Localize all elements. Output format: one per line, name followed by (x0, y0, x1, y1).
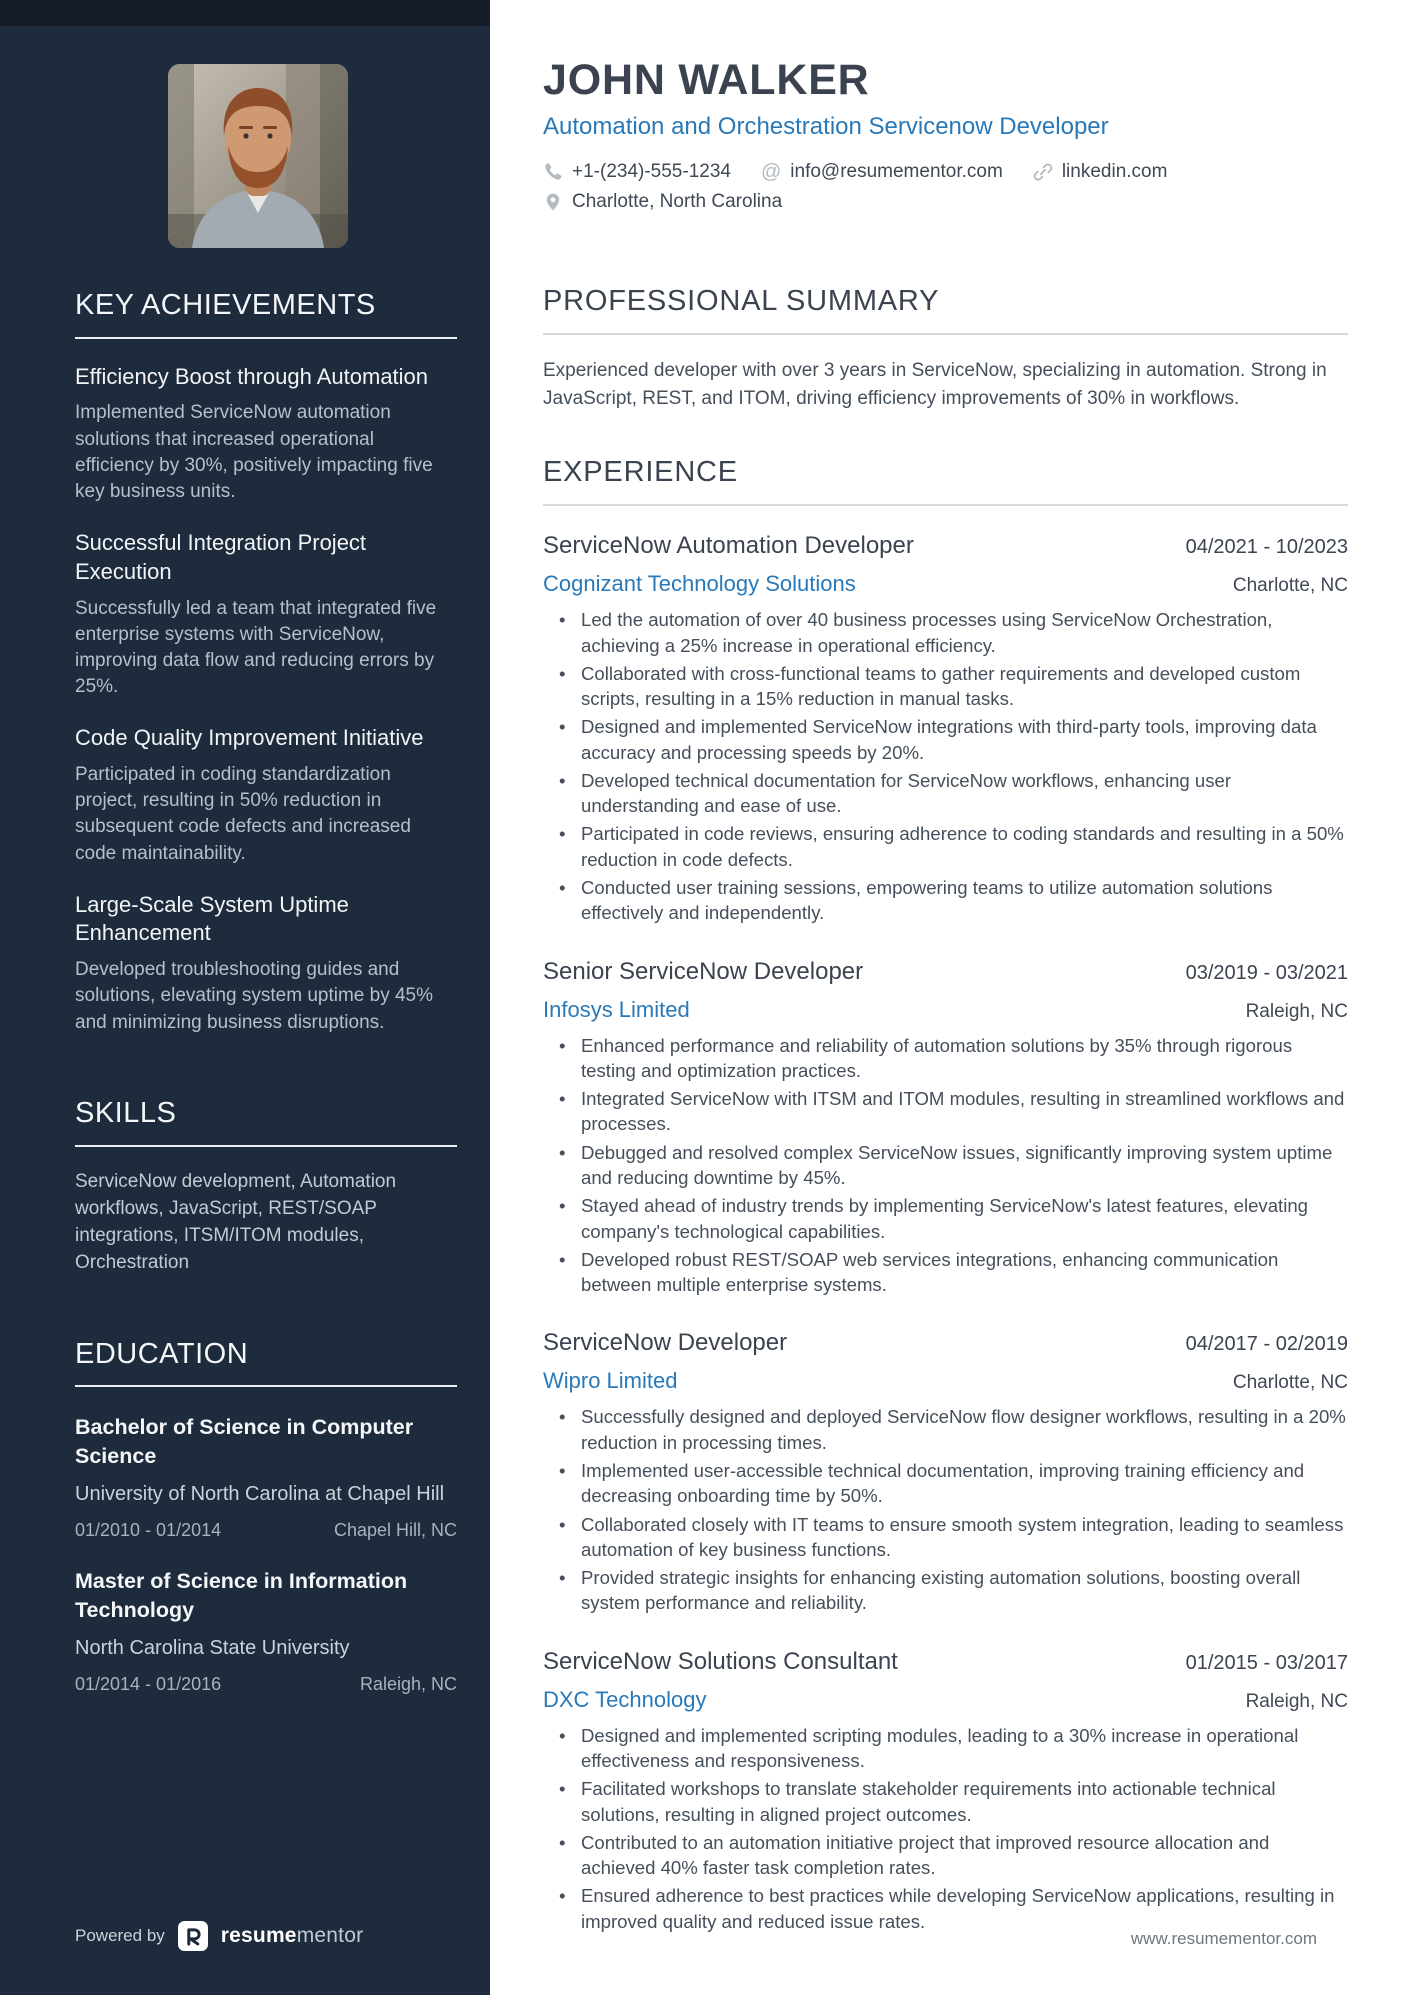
job-dates: 03/2019 - 03/2021 (1185, 961, 1348, 984)
degree-title: Bachelor of Science in Computer Science (75, 1415, 414, 1469)
job-location: Raleigh, NC (1245, 1000, 1348, 1022)
job-bullet-list (543, 1723, 1348, 1934)
job-bullet-list (543, 1404, 1348, 1615)
experience-entry (543, 532, 1348, 925)
brand-bold: resume (220, 1924, 297, 1947)
job-title: Senior ServiceNow Developer (543, 957, 864, 985)
company-name: Infosys Limited (543, 996, 690, 1022)
degree-title: Master of Science in Information Technology (75, 1569, 408, 1623)
achievement-item (75, 363, 457, 505)
company-name: Wipro Limited (543, 1368, 678, 1394)
achievement-title: Efficiency Boost through Automation (75, 363, 429, 389)
school-name: North Carolina State University (75, 1637, 350, 1660)
candidate-name: JOHN WALKER (543, 56, 870, 104)
education-section (75, 1339, 457, 1696)
link-icon (1033, 162, 1053, 182)
education-item (75, 1567, 457, 1695)
achievement-description: Successfully led a team that integrated five enterprise systems with ServiceNow, improving data flow and reducing errors by 25%. (75, 597, 437, 698)
achievement-item (75, 891, 457, 1036)
job-bullet: • Participated in code reviews, ensuring adherence to coding standards and resulting in a 50% reduction in code defects. (543, 821, 1348, 872)
job-bullet: • Designed and implemented ServiceNow integrations with third-party tools, improving data accuracy and processing speeds by 20%. (543, 714, 1348, 765)
phone-number: +1-(234)-555-1234 (572, 161, 731, 183)
pin-icon (543, 192, 563, 212)
job-location: Charlotte, NC (1232, 575, 1348, 597)
experience-entry (543, 958, 1348, 1298)
skills-list: ServiceNow development, Automation workflows, JavaScript, REST/SOAP integrations, ITSM/ITOM modules, Orchestration (75, 1170, 397, 1273)
professional-summary-heading: PROFESSIONAL SUMMARY (543, 285, 940, 318)
candidate-title: Automation and Orchestration Servicenow Developer (543, 113, 1109, 141)
experience-section (543, 456, 1348, 1934)
achievement-description: Developed troubleshooting guides and solutions, elevating system uptime by 45% and minimizing business disruptions. (75, 959, 434, 1033)
experience-entry (543, 1648, 1348, 1934)
achievement-title: Large-Scale System Uptime Enhancement (75, 891, 349, 946)
job-bullet-list (543, 607, 1348, 925)
education-item (75, 1413, 457, 1541)
key-achievements-heading: KEY ACHIEVEMENTS (75, 289, 376, 321)
divider (75, 337, 457, 339)
education-heading: EDUCATION (75, 1337, 249, 1370)
experience-entry (543, 1329, 1348, 1615)
website-contact[interactable] (1033, 161, 1168, 183)
experience-heading: EXPERIENCE (543, 456, 738, 489)
company-name: Cognizant Technology Solutions (543, 571, 856, 597)
brand-light: mentor (296, 1924, 364, 1947)
job-bullet: • Conducted user training sessions, empowering teams to utilize automation solutions effectively and independently. (543, 875, 1348, 926)
achievement-item (75, 724, 457, 866)
sidebar-footer (75, 1921, 363, 1951)
job-bullet-list (543, 1033, 1348, 1298)
at-icon: @ (760, 161, 782, 184)
job-bullet: • Developed robust REST/SOAP web services integrations, enhancing communication between multiple enterprise systems. (543, 1247, 1348, 1298)
phone-contact (543, 161, 731, 183)
divider (543, 504, 1348, 506)
job-dates: 04/2021 - 10/2023 (1185, 536, 1348, 559)
achievement-title: Code Quality Improvement Initiative (75, 725, 424, 751)
powered-by-label: Powered by (75, 1926, 165, 1945)
education-location: Chapel Hill, NC (333, 1520, 457, 1541)
achievement-description: Participated in coding standardization project, resulting in 50% reduction in subsequent code defects and increased code maintainability. (75, 764, 411, 864)
website-url[interactable]: linkedin.com (1061, 161, 1168, 183)
site-url[interactable]: www.resumementor.com (1130, 1929, 1317, 1948)
sidebar-top-strip (0, 0, 490, 26)
contact-info (543, 161, 1348, 213)
email-contact[interactable] (761, 161, 1003, 183)
phone-icon (543, 162, 563, 182)
job-bullet: • Collaborated closely with IT teams to ensure smooth system integration, leading to seamless automation of key business functions. (543, 1512, 1348, 1563)
job-bullet: • Implemented user-accessible technical documentation, improving training efficiency and decreasing onboarding time by 50%. (543, 1458, 1348, 1509)
divider (75, 1385, 457, 1387)
profile-photo-illustration (168, 64, 348, 248)
location-text: Charlotte, North Carolina (572, 191, 783, 213)
job-location: Raleigh, NC (1245, 1690, 1348, 1712)
education-location: Raleigh, NC (359, 1674, 457, 1695)
professional-summary-section (543, 285, 1348, 412)
education-dates: 01/2010 - 01/2014 (75, 1520, 222, 1541)
job-location: Charlotte, NC (1232, 1372, 1348, 1394)
job-bullet: • Designed and implemented scripting modules, leading to a 30% increase in operational effectiveness and responsiveness. (543, 1723, 1348, 1774)
divider (543, 333, 1348, 335)
job-bullet: • Led the automation of over 40 business processes using ServiceNow Orchestration, achieving a 25% increase in operational efficiency. (543, 607, 1348, 658)
resumementor-logo-icon (178, 1921, 208, 1951)
sidebar (0, 0, 490, 1995)
resumementor-wordmark (221, 1924, 363, 1948)
divider (75, 1145, 457, 1147)
job-bullet: • Integrated ServiceNow with ITSM and ITOM modules, resulting in streamlined workflows and processes. (543, 1086, 1348, 1137)
achievement-item (75, 529, 457, 700)
job-bullet: • Ensured adherence to best practices while developing ServiceNow applications, resulting in improved quality and reduced issue rates. (543, 1883, 1348, 1934)
job-bullet: • Facilitated workshops to translate stakeholder requirements into actionable technical solutions, resulting in aligned project outcomes. (543, 1776, 1348, 1827)
skills-section (75, 1098, 457, 1277)
job-dates: 04/2017 - 02/2019 (1185, 1333, 1348, 1356)
job-bullet: • Collaborated with cross-functional teams to gather requirements and developed custom scripts, resulting in a 15% reduction in manual tasks. (543, 661, 1348, 712)
summary-text: Experienced developer with over 3 years in ServiceNow, specializing in automation. Strong in JavaScript, REST, and ITOM, driving efficiency improvements of 30% in workflows. (543, 360, 1327, 409)
job-bullet: • Stayed ahead of industry trends by implementing ServiceNow's latest features, elevating company's technological capabilities. (543, 1193, 1348, 1244)
job-title: ServiceNow Solutions Consultant (543, 1647, 898, 1675)
job-dates: 01/2015 - 03/2017 (1185, 1651, 1348, 1674)
job-bullet: • Successfully designed and deployed ServiceNow flow designer workflows, resulting in a 20% reduction in processing times. (543, 1404, 1348, 1455)
email-address[interactable]: info@resumementor.com (790, 161, 1003, 183)
skills-heading: SKILLS (75, 1096, 177, 1129)
company-name: DXC Technology (543, 1686, 707, 1712)
profile-photo (168, 64, 348, 248)
job-title: ServiceNow Developer (543, 1329, 788, 1357)
achievement-title: Successful Integration Project Execution (75, 530, 367, 584)
job-bullet: • Enhanced performance and reliability of automation solutions by 35% through rigorous testing and optimization practices. (543, 1033, 1348, 1084)
achievement-description: Implemented ServiceNow automation solutions that increased operational efficiency by 30%, positively impacting five key business units. (75, 402, 433, 503)
main-column (490, 0, 1410, 1995)
school-name: University of North Carolina at Chapel Hill (75, 1483, 445, 1506)
job-bullet: • Developed technical documentation for ServiceNow workflows, enhancing user understanding and ease of use. (543, 768, 1348, 819)
education-dates: 01/2014 - 01/2016 (75, 1674, 222, 1695)
job-bullet: • Provided strategic insights for enhancing existing automation solutions, boosting overall system performance and reliability. (543, 1565, 1348, 1616)
job-bullet: • Debugged and resolved complex ServiceNow issues, significantly improving system uptime and reducing downtime by 45%. (543, 1140, 1348, 1191)
location-contact (543, 191, 782, 213)
job-bullet: • Contributed to an automation initiative project that improved resource allocation and achieved 40% faster task completion rates. (543, 1830, 1348, 1881)
job-title: ServiceNow Automation Developer (543, 532, 914, 560)
